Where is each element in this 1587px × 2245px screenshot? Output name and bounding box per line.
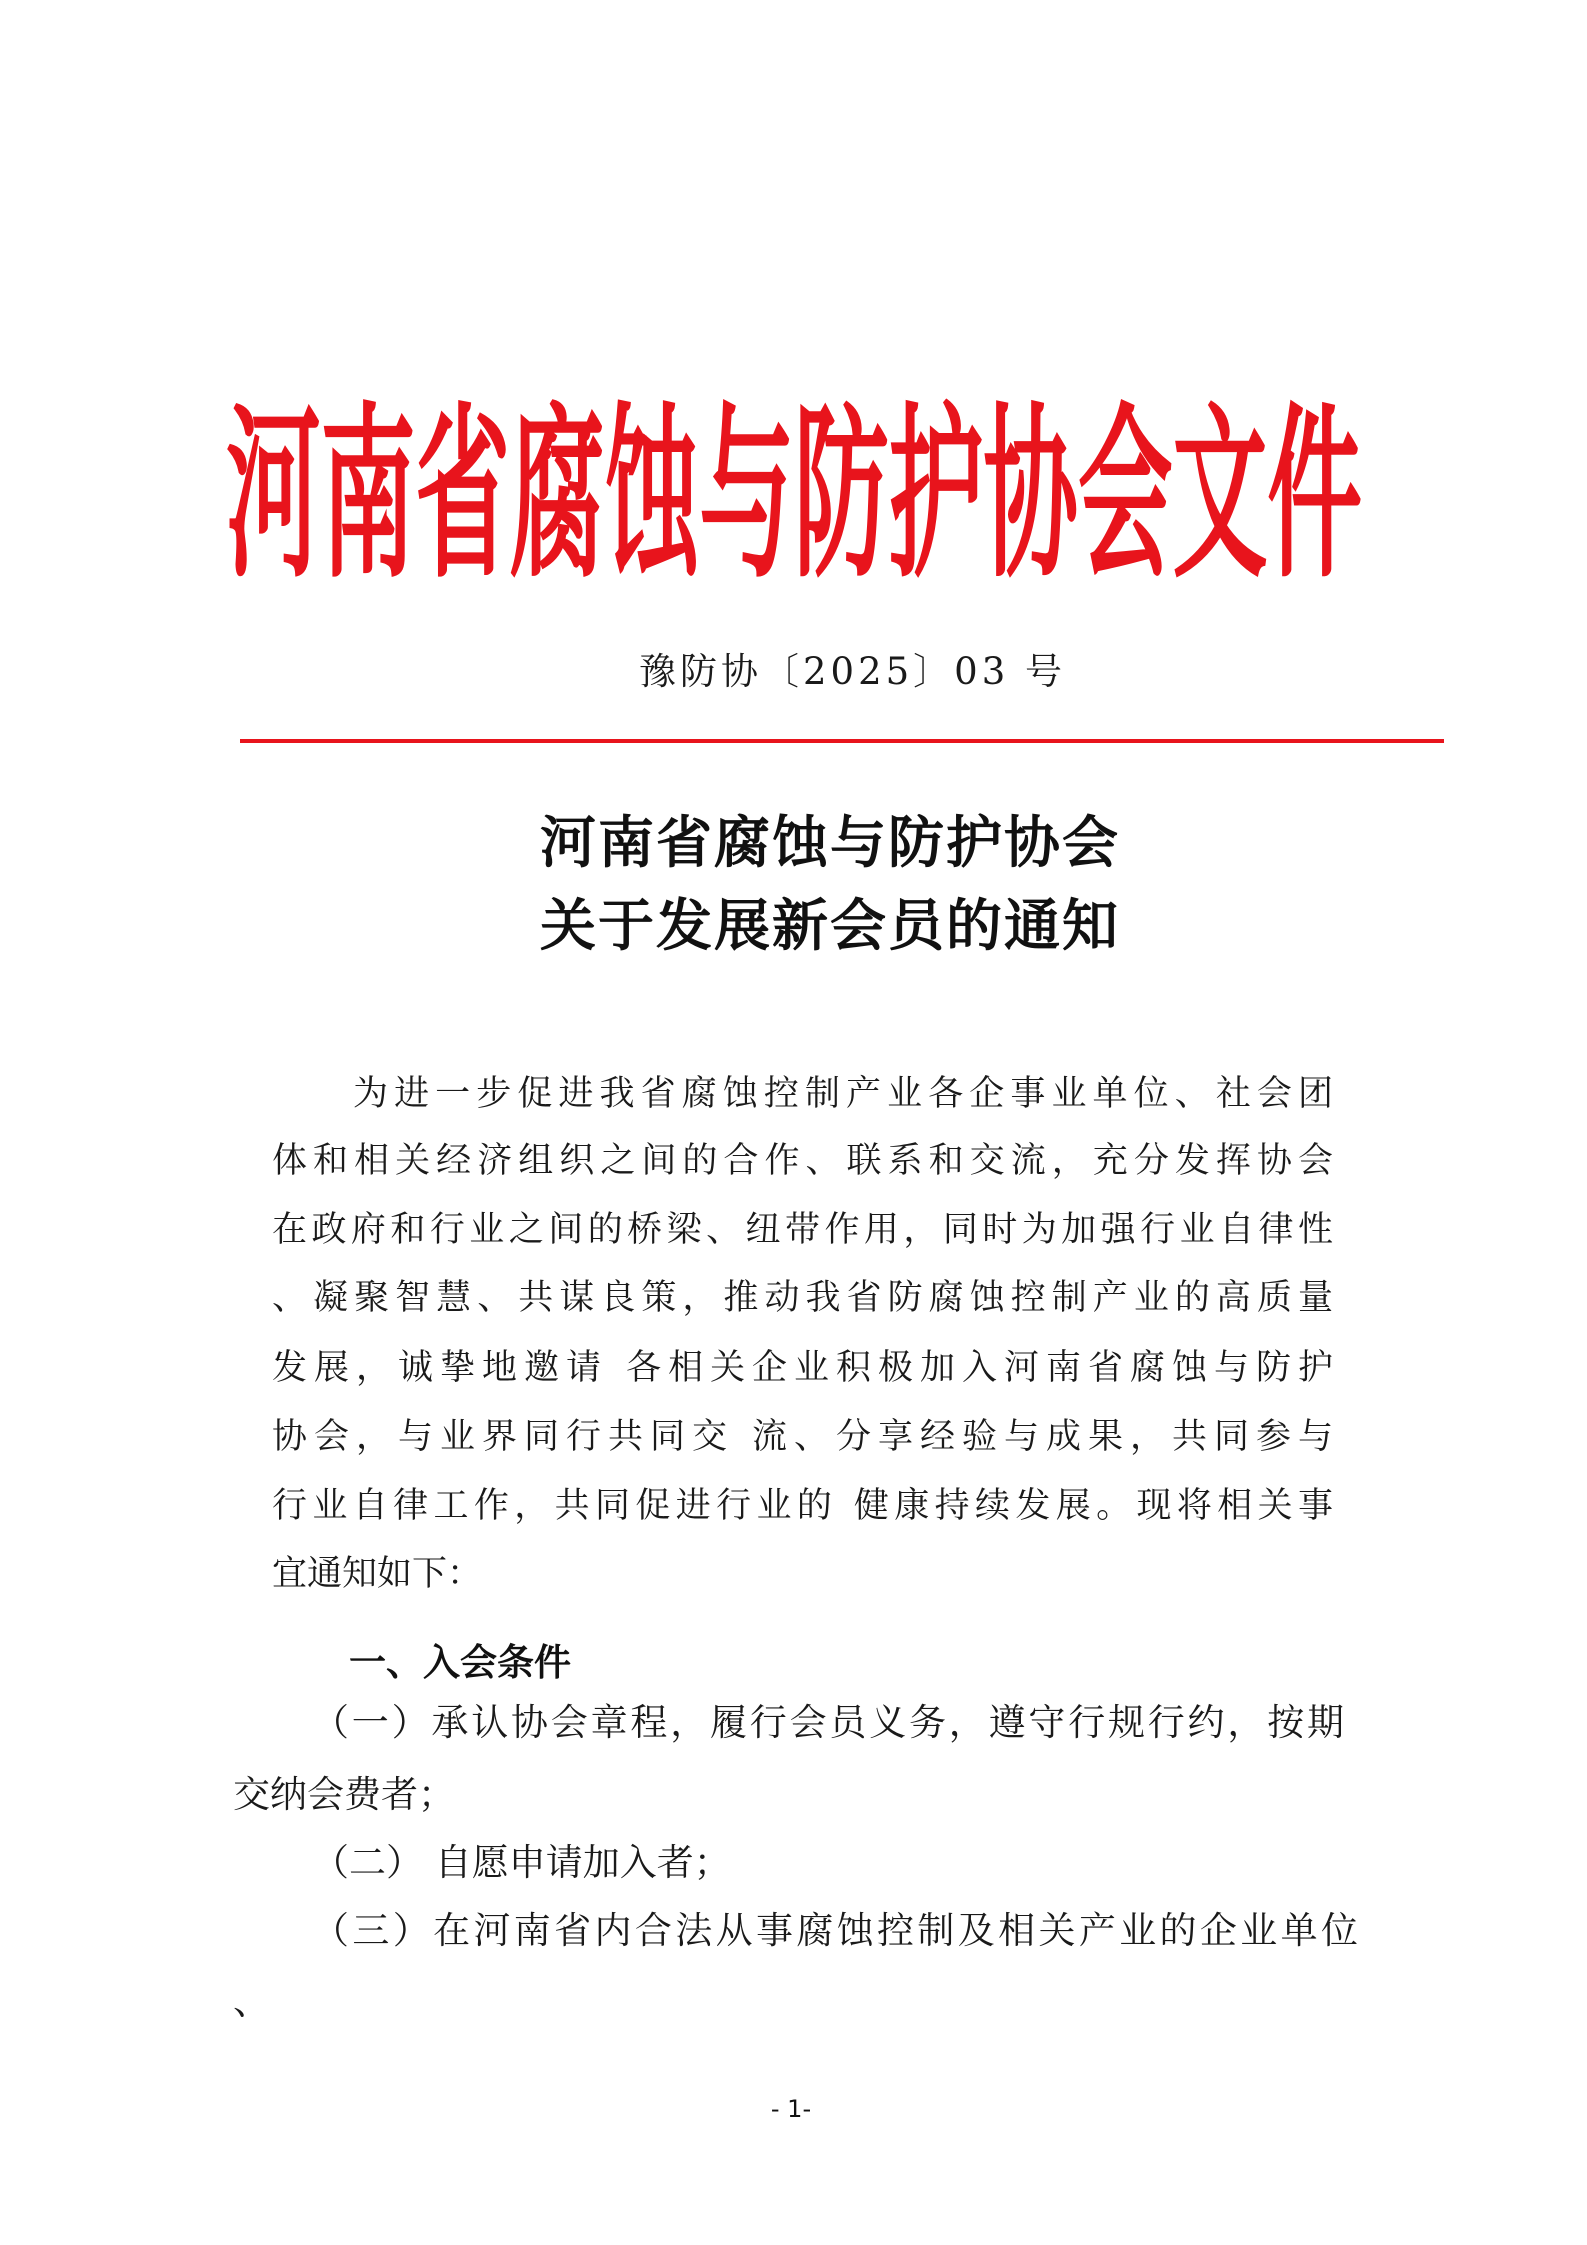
intro-line: 发展，诚挚地邀请 各相关企业积极加入河南省腐蚀与防护: [272, 1348, 1333, 1388]
intro-line: 体和相关经济组织之间的合作、联系和交流，充分发挥协会: [272, 1141, 1333, 1181]
condition-item-line: （二） 自愿申请加入者；: [312, 1841, 731, 1884]
org-header-title: [0, 388, 1587, 604]
page-number: - 1-: [770, 2095, 812, 2123]
intro-line: 行业自律工作，共同促进行业的 健康持续发展。现将相关事: [272, 1486, 1333, 1526]
intro-line: 、凝聚智慧、共谋良策，推动我省防腐蚀控制产业的高质量: [272, 1278, 1333, 1318]
condition-item-line: 交纳会费者；: [233, 1773, 455, 1816]
condition-item-line: 、: [233, 1980, 270, 2023]
doc-number: 豫防协〔2025〕03 号: [639, 650, 1067, 693]
intro-line: 为进一步促进我省腐蚀控制产业各企事业单位、社会团: [353, 1074, 1333, 1114]
section-heading-membership-conditions: 一、入会条件: [349, 1641, 571, 1684]
org-header-title-text: 河南省腐蚀与防护协会文件: [225, 388, 1362, 604]
notice-title-line-1: 河南省腐蚀与防护协会: [540, 811, 1120, 876]
notice-title-line-2: 关于发展新会员的通知: [540, 894, 1120, 959]
intro-line: 在政府和行业之间的桥梁、纽带作用，同时为加强行业自律性: [272, 1210, 1333, 1250]
condition-item-line: （三）在河南省内合法从事腐蚀控制及相关产业的企业单位: [312, 1909, 1358, 1952]
intro-line: 协会，与业界同行共同交 流、分享经验与成果，共同参与: [272, 1417, 1333, 1457]
header-red-rule: [240, 739, 1444, 743]
condition-item-line: （一）承认协会章程，履行会员义务，遵守行规行约，按期: [312, 1701, 1344, 1744]
intro-line: 宜通知如下：: [272, 1554, 483, 1594]
